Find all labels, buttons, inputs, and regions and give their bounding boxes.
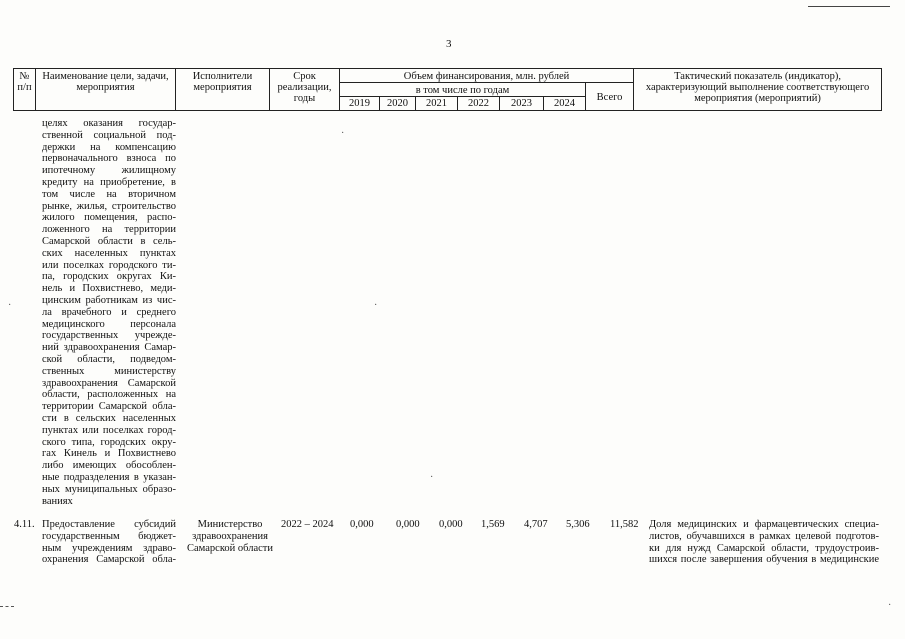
value-total: 11,582 <box>610 519 639 530</box>
row-executor <box>182 519 278 554</box>
text-line: ложенного на территории <box>42 224 176 236</box>
page-number: 3 <box>446 38 452 50</box>
scan-artifact: · <box>888 600 892 611</box>
header-funding: Объем финансирования, млн. рублей <box>340 69 634 83</box>
header-term: Срок реализации, годы <box>270 69 340 111</box>
text-line: сти в сельских населенных <box>42 412 176 424</box>
top-edge-line <box>808 6 890 7</box>
text-line: государственных учрежде- <box>42 330 176 342</box>
row-term: 2022 – 2024 <box>281 519 334 530</box>
text-line: ваниях <box>42 495 73 507</box>
text-line: гах Кинель и Похвистнево <box>42 448 176 460</box>
text-line: ской области, подведом- <box>42 353 176 365</box>
text-line: ипотечному жилищному <box>42 165 176 177</box>
text-line: цинским работникам из чис- <box>42 294 176 306</box>
header-by-years: в том числе по годам <box>340 83 586 97</box>
header-year: 2024 <box>544 97 586 111</box>
text-line: ний здравоохранения Самар- <box>42 342 176 354</box>
text-line: жилого помещения, распо- <box>42 212 176 224</box>
header-year: 2020 <box>380 97 416 111</box>
text-line: ным учреждениям здраво- <box>42 542 176 554</box>
row-number: 4.11. <box>14 519 35 530</box>
scan-artifact: · <box>374 300 378 311</box>
text-line: ные подразделения в указан- <box>42 471 176 483</box>
text-line: государственным бюджет- <box>42 530 176 542</box>
value-2022: 1,569 <box>481 519 505 530</box>
scan-artifact: · <box>341 128 345 139</box>
text-line: первоначального взноса по <box>42 153 176 165</box>
text-line: ских населенных пунктах <box>42 247 176 259</box>
header-executors: Исполнители мероприятия <box>176 69 270 111</box>
scan-artifact: · <box>430 472 434 483</box>
text-line: шихся после завершения обучения в медицинские <box>649 554 879 566</box>
header-name: Наименование цели, задачи, мероприятия <box>36 69 176 111</box>
header-year: 2019 <box>340 97 380 111</box>
value-2020: 0,000 <box>396 519 420 530</box>
text-line: здравоохранения Самарской <box>42 377 176 389</box>
text-line: целях оказания государ- <box>42 118 176 129</box>
text-line: па, городских округах Ки- <box>42 271 176 283</box>
text-line: ки для нужд Самарской области, трудоустроив- <box>649 542 879 554</box>
text-line: держки на компенсацию <box>42 141 176 153</box>
text-line: ственных министерству <box>42 365 176 377</box>
text-line: медицинского персонала <box>42 318 176 330</box>
text-line: рынке, жилья, строительство <box>42 200 176 212</box>
header-year: 2022 <box>458 97 500 111</box>
row-name <box>42 519 176 566</box>
scan-artifact <box>0 606 14 607</box>
text-line: территории Самарской обла- <box>42 401 176 413</box>
value-2024: 5,306 <box>566 519 590 530</box>
table-header <box>13 68 882 111</box>
header-num: № п/п <box>14 69 36 111</box>
header-year: 2023 <box>500 97 544 111</box>
text-line: здравоохранения <box>192 530 268 542</box>
value-2019: 0,000 <box>350 519 374 530</box>
scan-artifact: · <box>8 300 12 311</box>
text-line: ского типа, городских окру- <box>42 436 176 448</box>
header-total: Всего <box>586 83 634 111</box>
text-line: ственной социальной под- <box>42 129 176 141</box>
text-line: либо имеющих обособлен- <box>42 460 176 472</box>
value-2021: 0,000 <box>439 519 463 530</box>
text-line: Самарской области в сель- <box>42 235 176 247</box>
text-line: или поселках городского ти- <box>42 259 176 271</box>
text-line: области, расположенных на <box>42 389 176 401</box>
text-line: листов, обучавшихся в рамках целевой подготов- <box>649 530 879 542</box>
text-line: пунктах или поселках город- <box>42 424 176 436</box>
header-year: 2021 <box>416 97 458 111</box>
text-line: Самарской области <box>187 542 273 554</box>
text-line: охранения Самарской обла- <box>42 554 176 566</box>
continuation-text <box>42 118 176 507</box>
row-indicator <box>649 519 879 566</box>
text-line: ла врачебного и среднего <box>42 306 176 318</box>
text-line: нель и Похвистнево, меди- <box>42 283 176 295</box>
text-line: Министерство <box>197 519 263 530</box>
header-indicator: Тактический показатель (индикатор), характеризующий выполнение соответствующего мероприятия (мероприятий) <box>634 69 882 111</box>
text-line: ных муниципальных образо- <box>42 483 176 495</box>
text-line: том числе на вторичном <box>42 188 176 200</box>
text-line: Доля медицинских и фармацевтических специа- <box>649 519 879 530</box>
text-line: кредиту на приобретение, в <box>42 176 176 188</box>
text-line: Предоставление субсидий <box>42 519 176 530</box>
value-2023: 4,707 <box>524 519 548 530</box>
